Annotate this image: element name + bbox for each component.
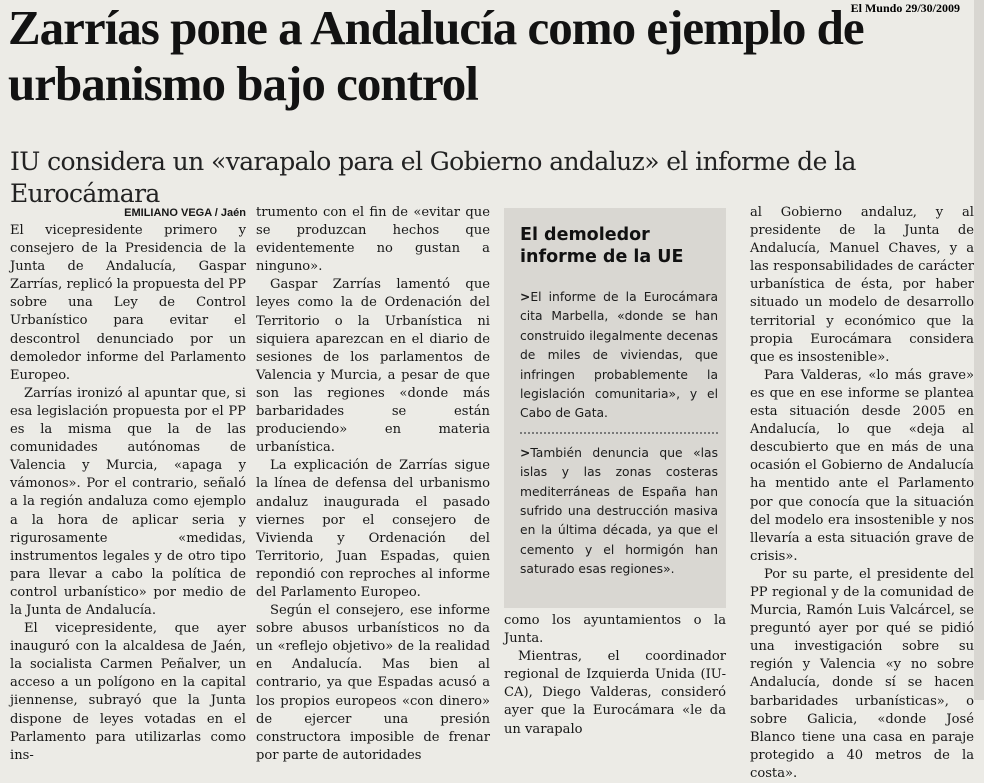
sidebar-item-text: También denuncia que «las islas y las zonas costeras mediterráneas de España han sufrido una destrucción masiva en la última década, ya que el cemento y el hormigón han saturado esas regiones». [520, 445, 718, 577]
article-column-2 [256, 204, 490, 765]
bullet-arrow-icon: > [520, 445, 531, 460]
headline: Zarrías pone a Andalucía como ejemplo de urbanismo bajo control [8, 0, 864, 111]
paragraph: Zarrías ironizó al apuntar que, si esa legislación propuesta por el PP es la misma que la de las comunidades autónomas de Valencia y Murcia, «apaga y vámonos». Por el contrario, señaló a la región andaluza como ejemplo a la hora de aplicar seria y rigurosamente «medidas, instrumentos legales y de otro tipo para llevar a cabo la política de control urbanístico» por medio de la Junta de Andalucía. [10, 385, 246, 618]
paragraph: Por su parte, el presidente del PP regional y de la comunidad de Murcia, Ramón Luis Valcárcel, se preguntó ayer por qué se pidió una investigación sobre su región y Valencia «y no sobre Andalucía, donde sí se hacen barbaridades urbanísticas», o sobre Galicia, «donde José Blanco tiene una casa en paraje protegido a 40 metros de la costa». [750, 566, 974, 781]
article-column-3 [504, 612, 726, 739]
paragraph: trumento con el fin de «evitar que se produzcan hechos que evidentemente no gustan a ninguno». [256, 205, 490, 275]
paragraph: Gaspar Zarrías lamentó que leyes como la de Ordenación del Territorio o la Urbanística ni siquiera aparezcan en el diario de sesiones de los parlamentos de Valencia y Murcia, a pesar de que son las regiones «donde más barbaridades se están produciendo» en materia urbanística. [256, 277, 490, 456]
sidebar-title: El demoledor informe de la UE [520, 225, 684, 267]
sidebar-item [520, 288, 718, 424]
paragraph: El vicepresidente, que ayer inauguró con la alcaldesa de Jaén, la socialista Carmen Peñalver, un acceso a un polígono en la capital jiennense, subrayó que la Junta dispone de leyes votadas en el Parlamento para utilizarlas como ins- [10, 621, 246, 763]
paragraph: La explicación de Zarrías sigue la línea de defensa del urbanismo andaluz inaugurada el pasado viernes por el consejero de Vivienda y Ordenación del Territorio, Juan Espadas, quien repondió con reproches al informe del Parlamento Europeo. [256, 458, 490, 600]
paragraph: como los ayuntamientos o la Junta. [504, 613, 726, 647]
sidebar-box [504, 208, 726, 608]
sidebar-divider [520, 432, 718, 434]
paragraph: Según el consejero, ese informe sobre abusos urbanísticos no da un «reflejo objetivo» de la realidad en Andalucía. Mas bien al contrario, ya que Espadas acusó a los propios europeos «con dinero» de ejercer una presión constructora imposible de frenar por parte de autoridades [256, 603, 490, 763]
subheadline: IU considera un «varapalo para el Gobierno andaluz» el informe de la Eurocámara [10, 147, 856, 208]
bullet-arrow-icon: > [520, 290, 531, 304]
byline: EMILIANO VEGA / Jaén [124, 207, 246, 219]
paragraph: al Gobierno andaluz, y al presidente de la Junta de Andalucía, Manuel Chaves, y a las responsabilidades de carácter urbanística de ésta, por haber situado un modelo de desarrollo territorial y económico que la propia Eurocámara considera que es insostenible». [750, 205, 974, 365]
paragraph: El vicepresidente primero y consejero de la Presidencia de la Junta de Andalucía, Gaspar Zarrías, replicó la propuesta del PP sobre una Ley de Control Urbanístico para evitar el descontrol denunciado por un demoledor informe del Parlamento Europeo. [10, 223, 246, 383]
adjacent-page-edge [974, 0, 984, 700]
article-column-4 [750, 204, 974, 783]
paragraph: Mientras, el coordinador regional de Izquierda Unida (IU-CA), Diego Valderas, consideró ayer que la Eurocámara «le da un varapalo [504, 649, 726, 737]
source-citation: El Mundo 29/30/2009 [850, 1, 960, 15]
sidebar-item-text: El informe de la Eurocámara cita Marbella, «donde se han construido ilegalmente decenas de miles de viviendas, que infringen probablemente la legislación comunitaria», y el Cabo de Gata. [520, 290, 718, 421]
sidebar-item [520, 444, 718, 580]
paragraph: Para Valderas, «lo más grave» es que en ese informe se plantea esta situación desde 2005 en Andalucía, lo que «deja al descubierto que en más de una ocasión el Gobierno de Andalucía ha mentido ante el Parlamento por que conocía que la situación del modelo era insostenible y nos llevaría a esta situación grave de crisis». [750, 367, 974, 564]
article-column-1 [10, 204, 246, 765]
